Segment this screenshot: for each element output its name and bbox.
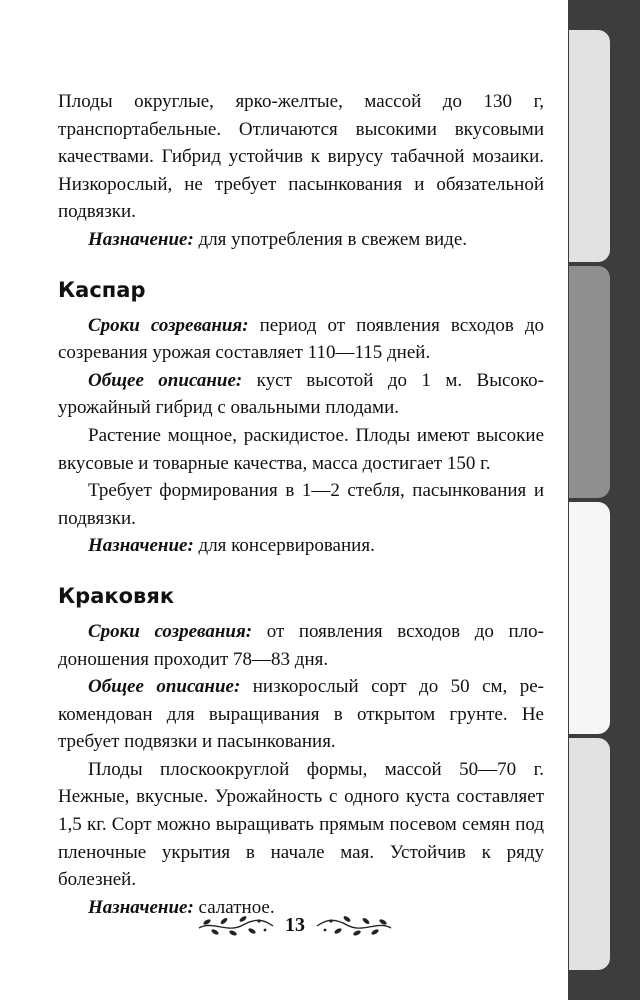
body-paragraph: Растение мощное, раскидистое. Плоды имеют высокие вкусовые и товарные качества, масса достигает 150 г. xyxy=(58,424,544,474)
body-paragraph: Плоды плоскоокруглой формы, массой 50—70 г. Нежные, вкусные. Урожайность с одного куста составляет 1,5 кг. Сорт можно выращивать прямым посевом семян под пленочные укрытия в начале мая. Устойчив к ряду болезней. xyxy=(58,758,544,891)
body-paragraph: Требует формирования в 1—2 стебля, пасынкования и подвязки. xyxy=(58,480,544,529)
purpose-label: Назначение: xyxy=(88,896,194,918)
description-line xyxy=(58,673,544,756)
intro-paragraph: Плоды округлые, ярко-желтые, массой до 130 г, транспортабельные. Отличаются высокими вкусовыми качествами. Гибрид устойчив к вирусу табачной мозаики. Низкорослый, не требует пасынкования и обязательной подвязки. xyxy=(58,91,544,223)
leafy-vine-ornament-icon xyxy=(197,910,275,940)
description-label: Общее описание: xyxy=(88,676,241,698)
purpose-text: для употребления в свежем виде. xyxy=(193,228,468,250)
section-title-kaspar: Каспар xyxy=(58,277,146,302)
thumb-index-tab-3 xyxy=(569,502,610,734)
intro-purpose-line xyxy=(58,226,544,254)
thumb-index-tab-1 xyxy=(569,30,610,262)
purpose-text: для консервирования. xyxy=(193,535,375,557)
description-label: Общее описание: xyxy=(88,369,243,391)
section-title-krakovyak: Краковяк xyxy=(58,583,175,608)
description-text: низкорослый сорт до 50 см, рекомендован для выращивания в открытом грунте. Не требует подвязки и пасынкования. xyxy=(58,676,544,753)
ripening-line xyxy=(58,618,544,673)
ripening-text: от появления всходов до плодоношения проходит 78—83 дня. xyxy=(58,620,544,670)
leafy-vine-ornament-icon xyxy=(315,910,393,940)
description-text: куст высотой до 1 м. Высокоурожайный гибрид с овальными плодами. xyxy=(58,369,544,419)
page-number: 13 xyxy=(285,913,305,936)
ripening-label: Сроки созревания: xyxy=(88,620,253,642)
purpose-label: Назначение: xyxy=(88,228,194,250)
ripening-line xyxy=(58,312,544,367)
page-body xyxy=(58,88,544,921)
thumb-index-tab-2-current xyxy=(569,266,610,498)
purpose-label: Назначение: xyxy=(88,535,194,557)
description-line xyxy=(58,367,544,422)
thumb-index-tab-4 xyxy=(569,738,610,970)
ripening-label: Сроки созревания: xyxy=(88,314,249,336)
ripening-text: период от появления всходов до созревания урожая составляет 110—115 дней. xyxy=(58,314,545,364)
purpose-text: салатное. xyxy=(193,896,275,918)
page-footer xyxy=(190,908,400,942)
purpose-line xyxy=(58,532,544,560)
